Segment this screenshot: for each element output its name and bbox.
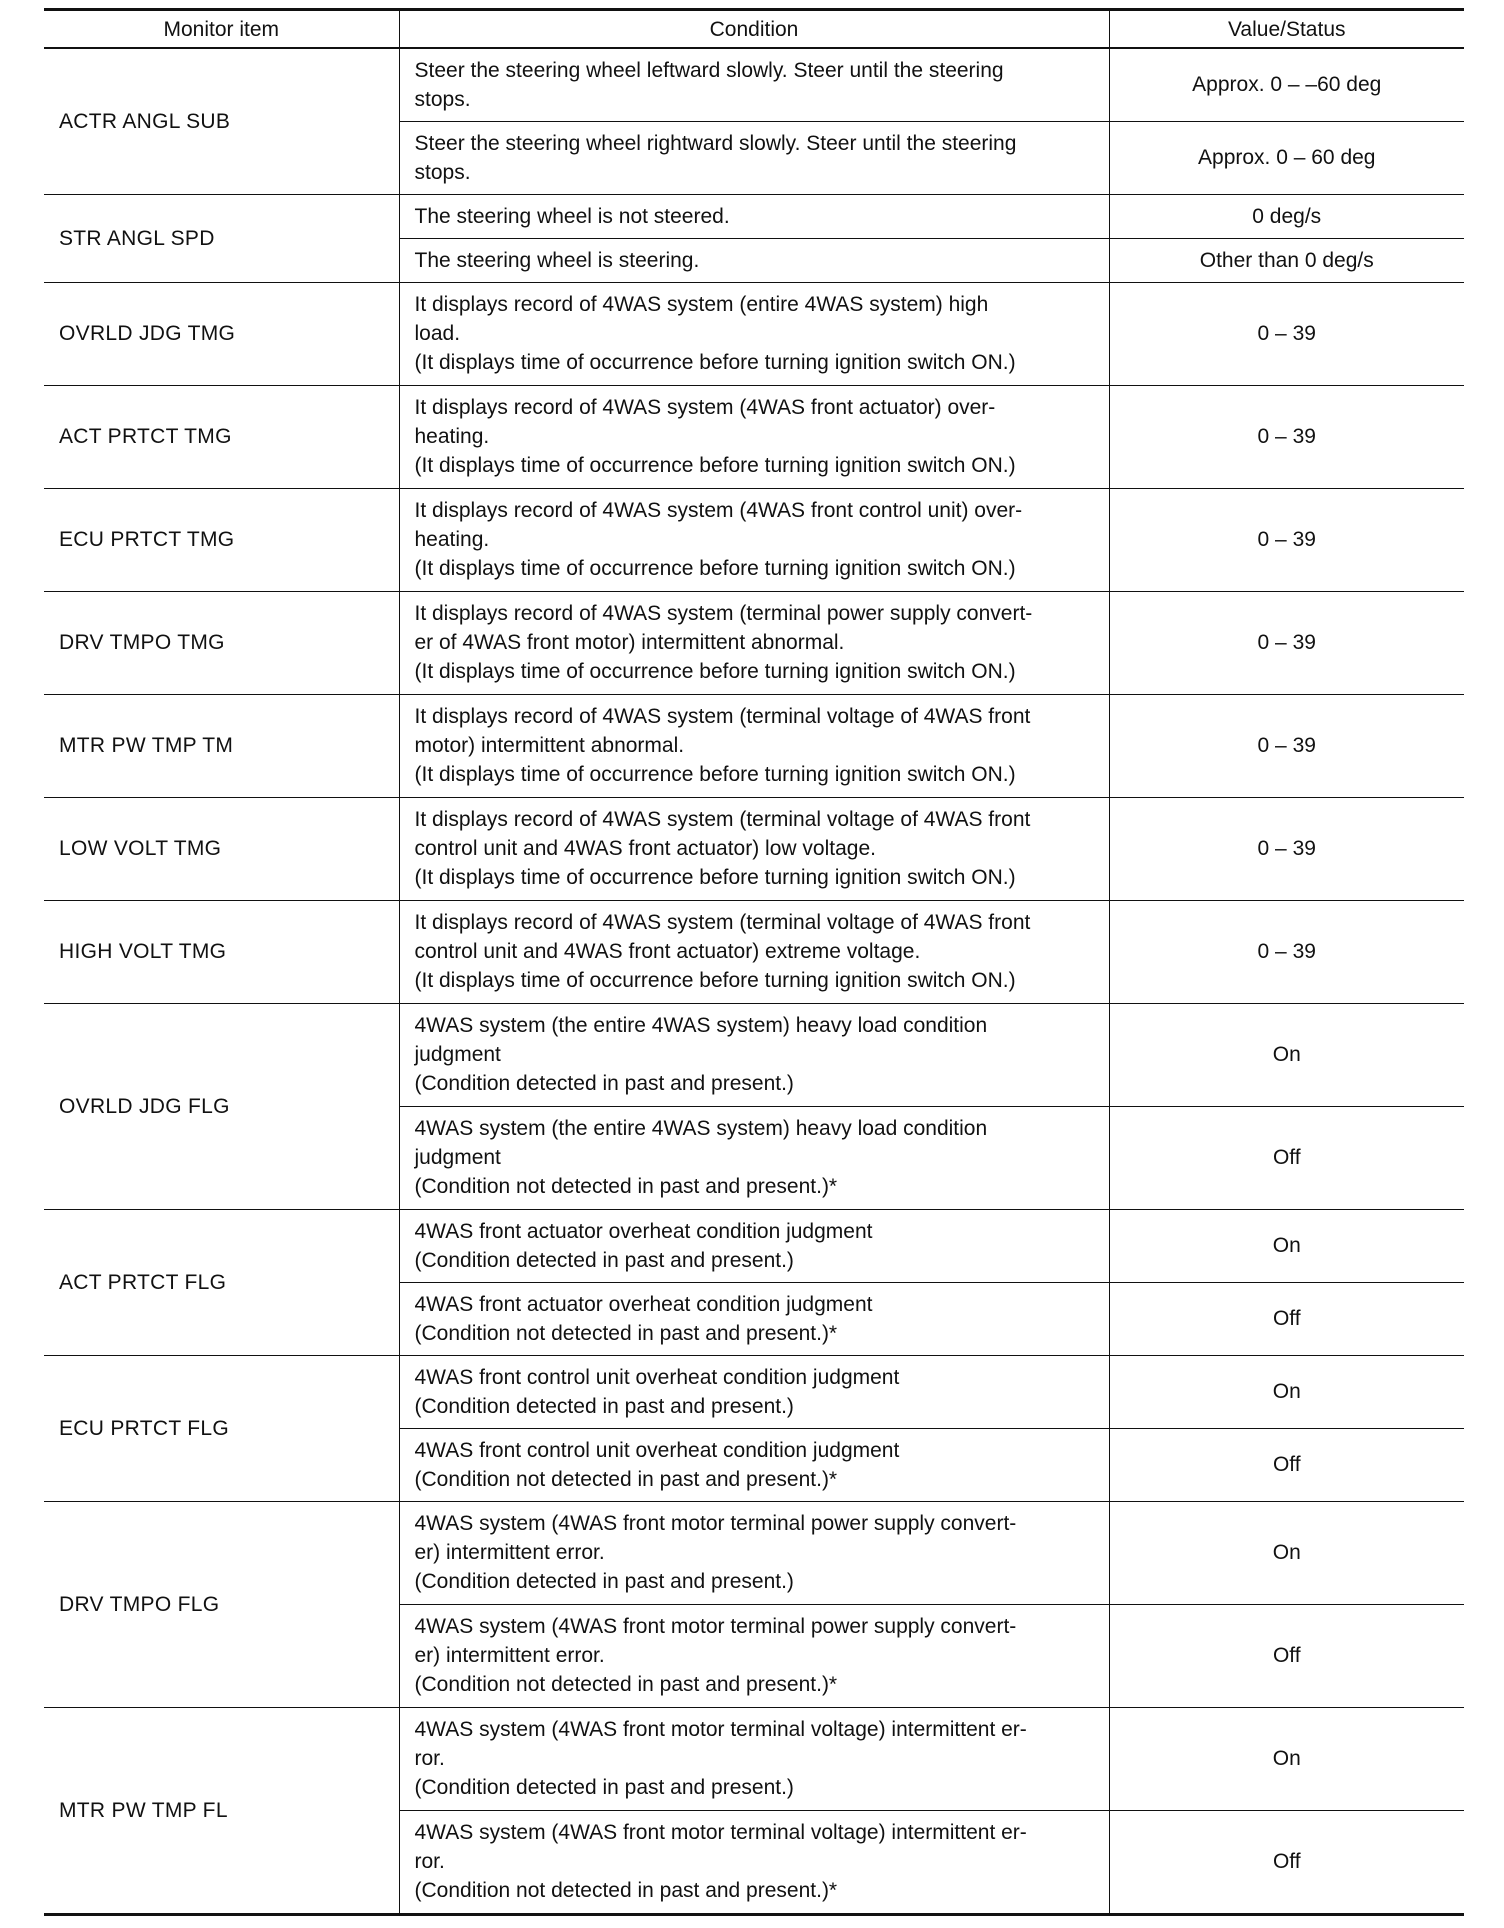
condition-line: (It displays time of occurrence before turning ignition switch ON.) (414, 866, 1016, 889)
condition-line: Steer the steering wheel rightward slowly. Steer until the steering (414, 131, 1017, 155)
condition-line: (It displays time of occurrence before turning ignition switch ON.) (414, 660, 1016, 683)
condition-cell (399, 1356, 1109, 1429)
condition-cell (399, 1811, 1109, 1915)
condition-cell (399, 1107, 1109, 1210)
condition-line: (It displays time of occurrence before turning ignition switch ON.) (414, 351, 1016, 374)
condition-cell (399, 1283, 1109, 1356)
table-row (44, 798, 1464, 901)
condition-cell (399, 1004, 1109, 1107)
condition-line: stops. (414, 160, 471, 184)
condition-line: control unit and 4WAS front actuator) extreme voltage. (414, 940, 921, 963)
table-row (44, 489, 1464, 592)
condition-line: (Condition not detected in past and present.)* (414, 1673, 838, 1696)
condition-line: 4WAS system (4WAS front motor terminal voltage) intermittent er- (414, 1718, 1027, 1741)
value-status-cell: 0 – 39 (1109, 695, 1464, 798)
condition-cell (399, 122, 1109, 195)
condition-line: 4WAS front control unit overheat condition judgment (414, 1438, 900, 1462)
value-status-cell: 0 – 39 (1109, 798, 1464, 901)
condition-line: It displays record of 4WAS system (terminal voltage of 4WAS front (414, 911, 1031, 934)
condition-line: load. (414, 322, 461, 345)
condition-line: (Condition detected in past and present.) (414, 1394, 794, 1418)
condition-line: (It displays time of occurrence before turning ignition switch ON.) (414, 763, 1016, 786)
condition-line: (Condition detected in past and present.) (414, 1072, 794, 1095)
condition-line: 4WAS front control unit overheat condition judgment (414, 1365, 900, 1389)
table-row (44, 901, 1464, 1004)
document-page (44, 8, 1464, 1916)
header-condition: Condition (399, 10, 1109, 49)
condition-line: (Condition detected in past and present.) (414, 1248, 794, 1272)
value-status-cell: On (1109, 1708, 1464, 1811)
value-status-cell: On (1109, 1356, 1464, 1429)
monitor-item-cell: MTR PW TMP FL (44, 1708, 399, 1915)
condition-line: 4WAS system (the entire 4WAS system) heavy load condition (414, 1014, 988, 1037)
monitor-item-cell: LOW VOLT TMG (44, 798, 399, 901)
table-row (44, 386, 1464, 489)
value-status-cell: 0 – 39 (1109, 901, 1464, 1004)
condition-line: It displays record of 4WAS system (terminal voltage of 4WAS front (414, 808, 1031, 831)
value-status-cell: Approx. 0 – 60 deg (1109, 122, 1464, 195)
condition-line: ror. (414, 1850, 445, 1873)
table-row (44, 48, 1464, 122)
value-status-cell: 0 – 39 (1109, 489, 1464, 592)
condition-line: stops. (414, 87, 471, 111)
table-body (44, 48, 1464, 1915)
value-status-cell: Off (1109, 1811, 1464, 1915)
condition-cell (399, 386, 1109, 489)
value-status-cell: Approx. 0 – –60 deg (1109, 48, 1464, 122)
value-status-cell: Other than 0 deg/s (1109, 239, 1464, 283)
condition-line: motor) intermittent abnormal. (414, 734, 685, 757)
value-status-cell: Off (1109, 1283, 1464, 1356)
condition-line: The steering wheel is steering. (414, 248, 700, 272)
condition-line: judgment (414, 1146, 501, 1169)
condition-cell (399, 901, 1109, 1004)
table-row (44, 1004, 1464, 1107)
table-row (44, 592, 1464, 695)
condition-line: It displays record of 4WAS system (4WAS front control unit) over- (414, 499, 1023, 522)
condition-line: (Condition not detected in past and present.)* (414, 1467, 838, 1491)
value-status-cell: 0 – 39 (1109, 592, 1464, 695)
value-status-cell: On (1109, 1210, 1464, 1283)
condition-line: (It displays time of occurrence before turning ignition switch ON.) (414, 969, 1016, 992)
monitor-item-cell: OVRLD JDG FLG (44, 1004, 399, 1210)
condition-cell (399, 283, 1109, 386)
condition-cell (399, 695, 1109, 798)
condition-line: (It displays time of occurrence before turning ignition switch ON.) (414, 454, 1016, 477)
condition-line: ror. (414, 1747, 445, 1770)
condition-line: 4WAS system (4WAS front motor terminal power supply convert- (414, 1615, 1017, 1638)
condition-line: er of 4WAS front motor) intermittent abnormal. (414, 631, 845, 654)
condition-line: Steer the steering wheel leftward slowly. Steer until the steering (414, 58, 1004, 82)
value-status-cell: 0 deg/s (1109, 195, 1464, 239)
table-row (44, 1502, 1464, 1605)
table-row (44, 1210, 1464, 1283)
condition-line: The steering wheel is not steered. (414, 204, 730, 228)
table-header (44, 10, 1464, 49)
condition-cell (399, 1210, 1109, 1283)
value-status-cell: On (1109, 1502, 1464, 1605)
condition-cell (399, 489, 1109, 592)
condition-line: (Condition not detected in past and present.)* (414, 1321, 838, 1345)
monitor-item-cell: MTR PW TMP TM (44, 695, 399, 798)
condition-line: It displays record of 4WAS system (entire 4WAS system) high (414, 293, 989, 316)
monitor-item-cell: ACT PRTCT TMG (44, 386, 399, 489)
condition-cell (399, 195, 1109, 239)
condition-cell (399, 592, 1109, 695)
monitor-item-cell: OVRLD JDG TMG (44, 283, 399, 386)
condition-line: 4WAS system (4WAS front motor terminal voltage) intermittent er- (414, 1821, 1027, 1844)
condition-cell (399, 239, 1109, 283)
condition-line: 4WAS front actuator overheat condition judgment (414, 1292, 873, 1316)
header-row (44, 10, 1464, 49)
condition-line: heating. (414, 425, 490, 448)
table-row (44, 695, 1464, 798)
condition-line: judgment (414, 1043, 501, 1066)
table-row (44, 195, 1464, 239)
condition-line: heating. (414, 528, 490, 551)
header-value-status: Value/Status (1109, 10, 1464, 49)
condition-line: (Condition detected in past and present.) (414, 1570, 794, 1593)
table-row (44, 283, 1464, 386)
value-status-cell: Off (1109, 1605, 1464, 1708)
condition-line: er) intermittent error. (414, 1644, 605, 1667)
monitor-item-cell: STR ANGL SPD (44, 195, 399, 283)
value-status-cell: 0 – 39 (1109, 283, 1464, 386)
condition-cell (399, 1502, 1109, 1605)
monitor-item-cell: ECU PRTCT FLG (44, 1356, 399, 1502)
condition-cell (399, 48, 1109, 122)
table-row (44, 1708, 1464, 1811)
monitor-item-cell: DRV TMPO FLG (44, 1502, 399, 1708)
value-status-cell: On (1109, 1004, 1464, 1107)
condition-cell (399, 1708, 1109, 1811)
condition-line: (It displays time of occurrence before turning ignition switch ON.) (414, 557, 1016, 580)
condition-line: er) intermittent error. (414, 1541, 605, 1564)
condition-line: It displays record of 4WAS system (4WAS front actuator) over- (414, 396, 996, 419)
value-status-cell: Off (1109, 1429, 1464, 1502)
condition-line: (Condition detected in past and present.) (414, 1776, 794, 1799)
monitor-item-table (44, 8, 1464, 1916)
condition-cell (399, 1429, 1109, 1502)
monitor-item-cell: DRV TMPO TMG (44, 592, 399, 695)
condition-cell (399, 798, 1109, 901)
monitor-item-cell: ECU PRTCT TMG (44, 489, 399, 592)
condition-line: control unit and 4WAS front actuator) low voltage. (414, 837, 876, 860)
condition-line: It displays record of 4WAS system (terminal power supply convert- (414, 602, 1033, 625)
condition-line: 4WAS front actuator overheat condition judgment (414, 1219, 873, 1243)
condition-cell (399, 1605, 1109, 1708)
condition-line: It displays record of 4WAS system (terminal voltage of 4WAS front (414, 705, 1031, 728)
monitor-item-cell: ACT PRTCT FLG (44, 1210, 399, 1356)
condition-line: (Condition not detected in past and present.)* (414, 1879, 838, 1902)
table-row (44, 1356, 1464, 1429)
header-monitor-item: Monitor item (44, 10, 399, 49)
value-status-cell: Off (1109, 1107, 1464, 1210)
condition-line: (Condition not detected in past and present.)* (414, 1175, 838, 1198)
monitor-item-cell: ACTR ANGL SUB (44, 48, 399, 195)
value-status-cell: 0 – 39 (1109, 386, 1464, 489)
condition-line: 4WAS system (4WAS front motor terminal power supply convert- (414, 1512, 1017, 1535)
monitor-item-cell: HIGH VOLT TMG (44, 901, 399, 1004)
condition-line: 4WAS system (the entire 4WAS system) heavy load condition (414, 1117, 988, 1140)
